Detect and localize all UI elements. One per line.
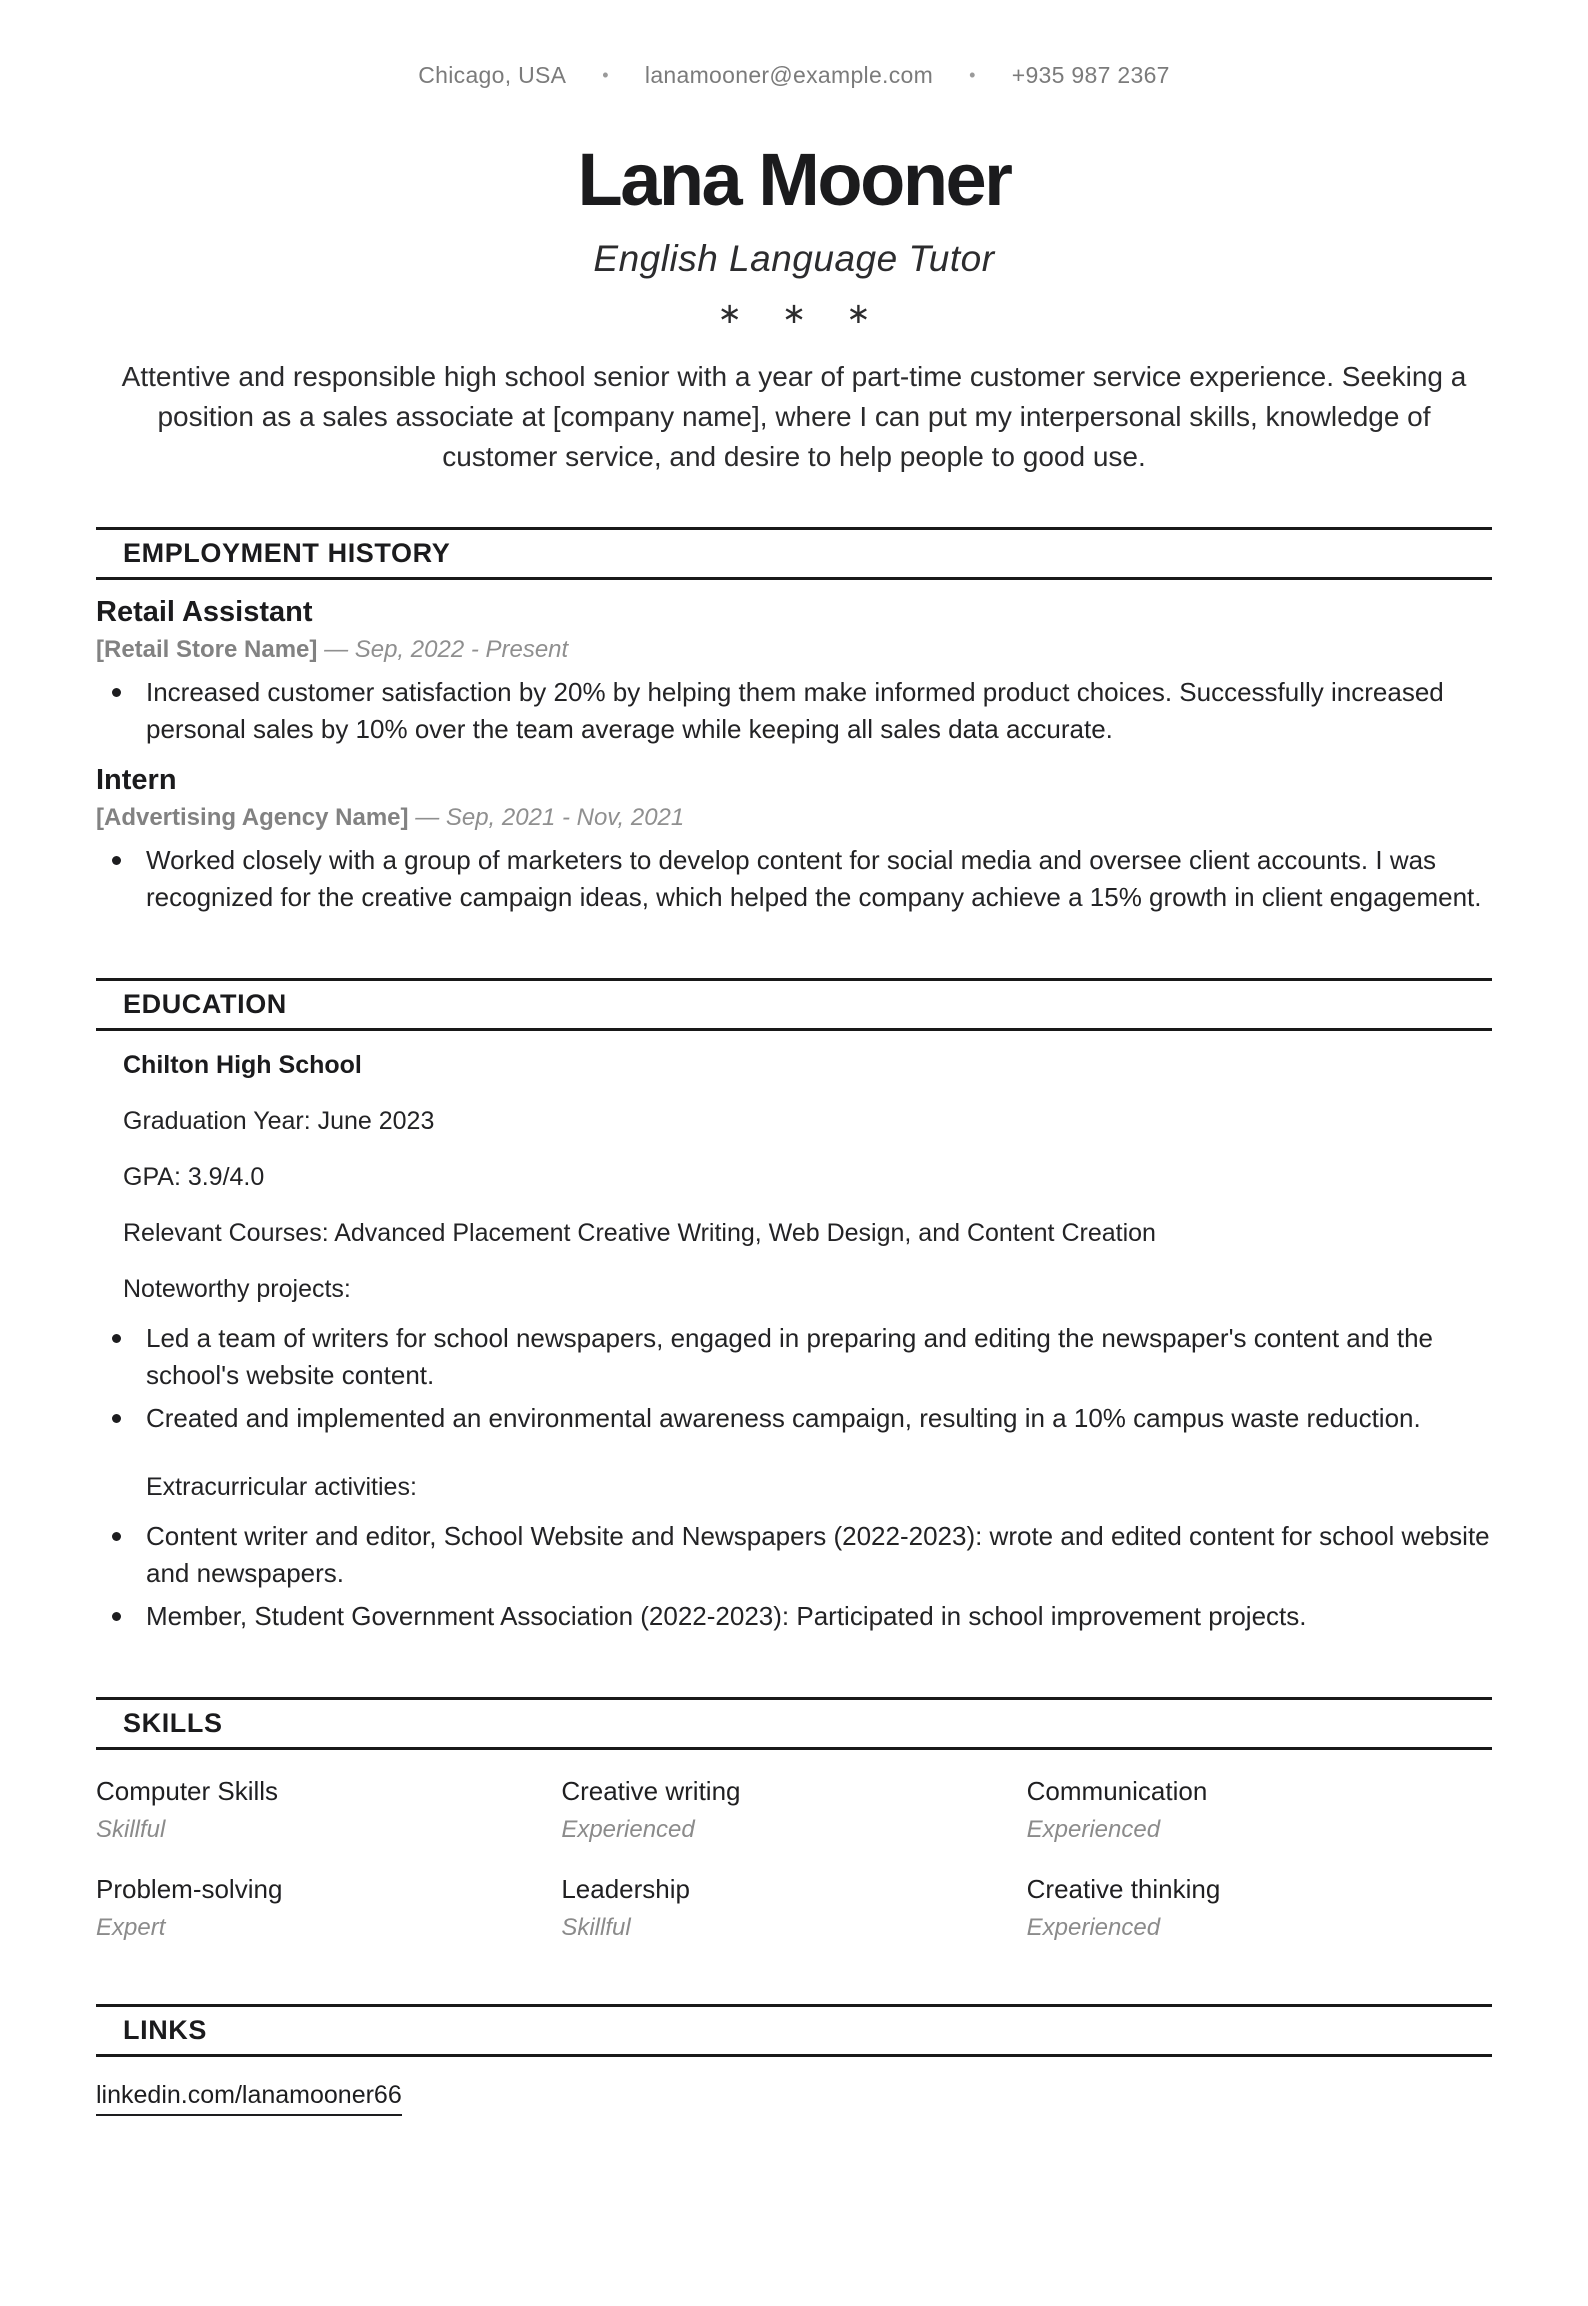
contact-phone: +935 987 2367 — [1011, 62, 1170, 88]
skill-name: Computer Skills — [96, 1776, 279, 1806]
resume-page — [0, 62, 1588, 2176]
contact-location: Chicago, USA — [418, 62, 567, 88]
skill-name: Creative thinking — [1026, 1874, 1221, 1904]
bullet-item: Led a team of writers for school newspapers, engaged in preparing and editing the newspaper's content and the school's website content. — [96, 1320, 1492, 1394]
job-bullet-list — [96, 674, 1492, 748]
skill-level: Skillful — [96, 1816, 166, 1843]
education-graduation: Graduation Year: June 2023 — [123, 1107, 435, 1135]
section-heading-links: LINKS — [96, 2004, 1492, 2057]
job-title: Intern — [96, 764, 177, 796]
education-extracurricular-label: Extracurricular activities: — [146, 1473, 417, 1501]
education-school: Chilton High School — [123, 1051, 362, 1079]
skill-level: Skillful — [561, 1914, 631, 1941]
candidate-name: Lana Mooner — [577, 138, 1011, 221]
skill-entry — [1027, 1874, 1492, 1942]
skill-name: Problem-solving — [96, 1874, 283, 1904]
job-dates: — Sep, 2021 - Nov, 2021 — [415, 804, 685, 831]
job-meta — [96, 804, 1492, 832]
section-education — [96, 978, 1492, 1635]
skill-level: Experienced — [1026, 1914, 1161, 1941]
skill-name: Communication — [1026, 1776, 1208, 1806]
skill-level: Experienced — [1026, 1816, 1161, 1843]
job-meta — [96, 636, 1492, 664]
dot-separator-icon: • — [602, 65, 609, 85]
job-dates: — Sep, 2022 - Present — [324, 636, 569, 663]
skill-entry — [1027, 1776, 1492, 1844]
skill-entry — [561, 1874, 1026, 1942]
job-bullet-list — [96, 842, 1492, 916]
section-employment — [96, 527, 1492, 916]
job-company: [Advertising Agency Name] — [96, 804, 409, 831]
skill-entry — [96, 1874, 561, 1942]
candidate-title: English Language Tutor — [593, 238, 995, 279]
skills-grid — [96, 1776, 1492, 1942]
education-extracurricular-list — [96, 1518, 1492, 1635]
education-courses: Relevant Courses: Advanced Placement Creative Writing, Web Design, and Content Creation — [123, 1219, 1156, 1247]
bullet-item: Member, Student Government Association (2022-2023): Participated in school improvement projects. — [96, 1598, 1492, 1635]
asterisk-decoration: ∗ ∗ ∗ — [717, 298, 887, 330]
contact-email: lanamooner@example.com — [644, 62, 934, 88]
section-heading-education: EDUCATION — [96, 978, 1492, 1031]
bullet-item: Increased customer satisfaction by 20% by helping them make informed product choices. Successfully increased personal sales by 10% over the team average while keeping all sales data accurate. — [96, 674, 1492, 748]
section-skills — [96, 1697, 1492, 1942]
section-heading-skills: SKILLS — [96, 1697, 1492, 1750]
job-company: [Retail Store Name] — [96, 636, 318, 663]
skill-name: Creative writing — [561, 1776, 741, 1806]
summary-text: Attentive and responsible high school senior with a year of part-time customer service experience. Seeking a position as a sales associate at [company name], where I can put my interpersonal skills, knowledge of customer service, and desire to help people to good use. — [121, 361, 1467, 472]
linkedin-link[interactable]: linkedin.com/lanamooner66 — [96, 2081, 402, 2116]
education-gpa: GPA: 3.9/4.0 — [123, 1163, 265, 1191]
education-projects-label: Noteworthy projects: — [123, 1275, 351, 1303]
education-projects-list — [96, 1320, 1492, 1437]
bullet-item: Worked closely with a group of marketers to develop content for social media and oversee client accounts. I was recognized for the creative campaign ideas, which helped the company achieve a 15% growth in client engagement. — [96, 842, 1492, 916]
skill-entry — [96, 1776, 561, 1844]
job-title: Retail Assistant — [96, 596, 313, 628]
skill-level: Experienced — [561, 1816, 695, 1843]
skill-entry — [561, 1776, 1026, 1844]
skill-level: Expert — [96, 1914, 166, 1941]
job-entry — [96, 764, 1492, 916]
section-links — [96, 2004, 1492, 2116]
bullet-item: Created and implemented an environmental awareness campaign, resulting in a 10% campus waste reduction. — [96, 1400, 1492, 1437]
section-heading-employment: EMPLOYMENT HISTORY — [96, 527, 1492, 580]
contact-row — [96, 62, 1492, 89]
bullet-item: Content writer and editor, School Website and Newspapers (2022-2023): wrote and edited content for school website and newspapers. — [96, 1518, 1492, 1592]
job-entry — [96, 596, 1492, 748]
dot-separator-icon: • — [969, 65, 976, 85]
skill-name: Leadership — [561, 1874, 690, 1904]
